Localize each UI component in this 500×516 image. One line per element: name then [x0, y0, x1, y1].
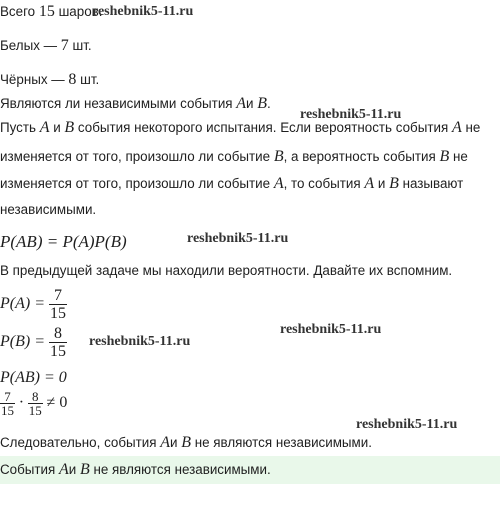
recall-line: В предыдущей задаче мы находили вероятности. Давайте их вспомним.	[0, 263, 453, 278]
definition-line-2: изменяется от того, произошло ли событие B, а вероятность события B не	[0, 148, 468, 165]
definition-line-1: Пусть A и B события некоторого испытания. Если вероятность события A не	[0, 119, 481, 136]
conclusion-line: Следовательно, события Aи B не являются независимыми.	[0, 434, 372, 451]
probability-a: P(A) = $\frac{7}{15}$	[0, 287, 66, 322]
answer-line: События Aи B не являются независимыми.	[0, 461, 271, 478]
watermark: reshebnik5-11.ru	[300, 107, 402, 122]
fraction-pa: $\frac{7}{15}$	[50, 287, 66, 322]
total-balls-line: Всего 15 шаров.	[0, 3, 103, 20]
black-balls-line: Чёрных — 8 шт.	[0, 71, 100, 88]
definition-line-3: изменяется от того, произошло ли событие A, то события A и B называют	[0, 175, 464, 192]
fraction-8-15: $\frac{8}{15}$	[28, 389, 42, 418]
fraction-7-15: $\frac{7}{15}$	[1, 389, 14, 418]
definition-line-4: независимыми.	[0, 202, 97, 217]
white-balls-line: Белых — 7 шт.	[0, 37, 92, 54]
product-inequality: $\frac{7}{15}$ · $\frac{8}{15}$ ≠ 0	[1, 389, 68, 418]
watermark: reshebnik5-11.ru	[92, 4, 194, 19]
question-line: Являются ли независимыми события Aи B.	[0, 95, 271, 112]
watermark: reshebnik5-11.ru	[280, 322, 382, 337]
fraction-pb: $\frac{8}{15}$	[50, 325, 66, 360]
probability-b: P(B) = $\frac{8}{15}$	[0, 325, 66, 360]
independence-formula: P(AB) = P(A)P(B)	[0, 232, 127, 251]
watermark: reshebnik5-11.ru	[89, 334, 191, 349]
probability-ab: P(AB) = 0	[0, 369, 67, 386]
watermark: reshebnik5-11.ru	[187, 231, 289, 246]
watermark: reshebnik5-11.ru	[356, 417, 458, 432]
